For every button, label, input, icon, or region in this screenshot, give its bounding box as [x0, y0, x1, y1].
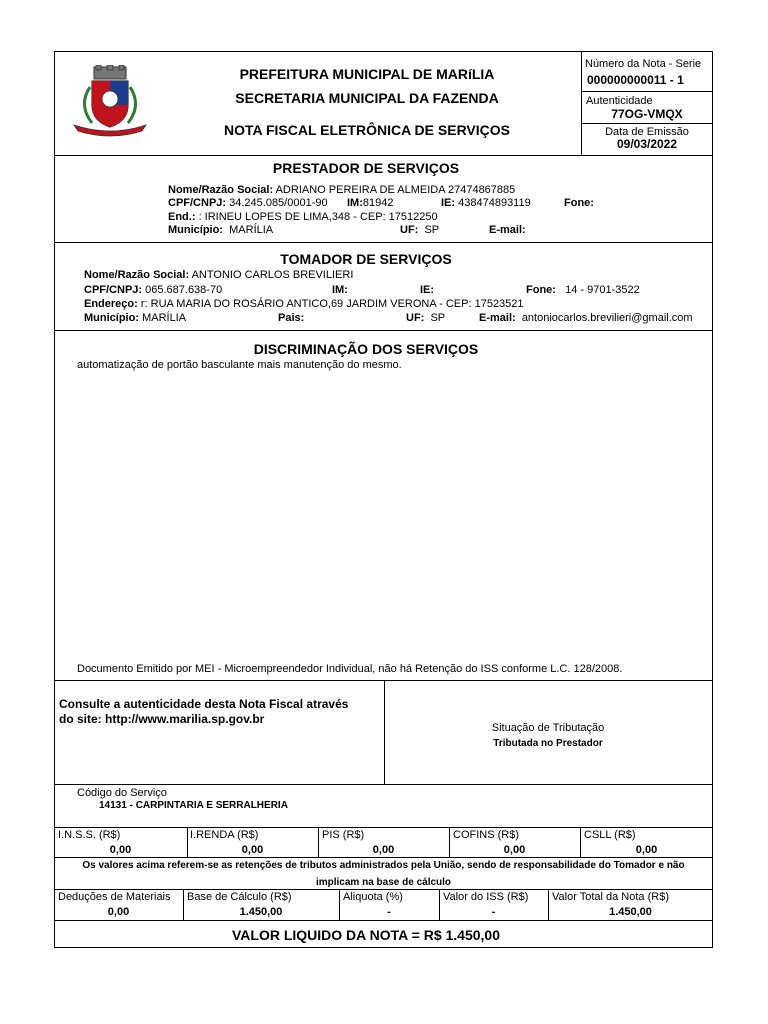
tributo-csll-label: CSLL (R$) [584, 829, 636, 841]
prestador-uf-value: SP [424, 224, 440, 236]
prestador-fone-label: Fone: [564, 197, 594, 209]
mei-note: Documento Emitido por MEI - Microempreendedor Individual, não há Retenção do ISS conforme L.C. 128/2008. [77, 663, 623, 675]
prestador-email-label: E-mail: [489, 224, 526, 236]
coat-of-arms-icon [72, 65, 148, 137]
valor-base-value: 1.450,00 [239, 906, 283, 918]
tomador-end-value: r: RUA MARIA DO ROSÁRIO ANTICO,69 JARDIM VERONA - CEP: 17523521 [140, 298, 524, 310]
tributo-cofins-label: COFINS (R$) [453, 829, 519, 841]
tributo-pis-label: PIS (R$) [322, 829, 365, 841]
consulta-line1: Consulte a autenticidade desta Nota Fiscal através [59, 697, 349, 711]
tomador-pais-label: Pais: [278, 312, 305, 324]
tomador-ie-label: IE: [420, 284, 435, 296]
tomador-email-value: antoniocarlos.brevilieri@gmail.com [521, 312, 693, 324]
tributo-inss-label: I.N.S.S. (R$) [58, 829, 121, 841]
prestador-uf-label: UF: [400, 224, 419, 236]
codigo-label: Código do Serviço [77, 787, 167, 799]
tributo-pis-value: 0,00 [372, 844, 395, 856]
situacao-label: Situação de Tributação [491, 722, 605, 734]
consulta-link[interactable]: do site: http://www.marilia.sp.gov.br [59, 712, 265, 726]
tomador-municipio-value: MARÍLIA [142, 312, 187, 324]
tomador-nome-label: Nome/Razão Social: [84, 269, 190, 281]
prestador-ie-label: IE: [441, 197, 456, 209]
situacao-value: Tributada no Prestador [493, 738, 603, 749]
tributo-irenda-value: 0,00 [241, 844, 264, 856]
prestador-ie-value: 438474893119 [458, 197, 531, 209]
valor-iss-label: Valor do ISS (R$) [443, 891, 529, 903]
prestador-municipio-value: MARÍLIA [229, 224, 274, 236]
header-title-prefeitura: PREFEITURA MUNICIPAL DE MARíLIA [239, 66, 495, 82]
discriminacao-text: automatização de portão basculante mais manutenção do mesmo. [77, 359, 402, 371]
prestador-nome-value: ADRIANO PEREIRA DE ALMEIDA 27474867885 [275, 184, 516, 196]
prestador-cpf-label: CPF/CNPJ: [168, 197, 227, 209]
tomador-municipio-label: Município: [84, 312, 139, 324]
retencoes-note-line1: Os valores acima referem-se as retenções de tributos administrados pela União, sendo de responsabilidade do Tomador e não [82, 860, 685, 871]
tomador-title: TOMADOR DE SERVIÇOS [280, 251, 452, 267]
valor-aliquota-value: - [387, 906, 391, 918]
tomador-email-label: E-mail: [479, 312, 516, 324]
tomador-nome-value: ANTONIO CARLOS BREVILIERI [191, 269, 354, 281]
emissao-value: 09/03/2022 [616, 137, 678, 151]
prestador-im-value: 81942 [362, 197, 394, 209]
valor-total-value: 1.450,00 [609, 906, 652, 918]
valor-iss-value: - [491, 906, 496, 918]
numero-nota-label: Número da Nota - Serie [585, 58, 702, 70]
valor-liquido: VALOR LIQUIDO DA NOTA = R$ 1.450,00 [231, 927, 500, 943]
tomador-fone-label: Fone: [526, 284, 556, 296]
tomador-im-label: IM: [332, 284, 348, 296]
tributo-irenda-label: I.RENDA (R$) [190, 829, 259, 841]
valor-deducoes-value: 0,00 [107, 906, 130, 918]
prestador-end-value: : IRINEU LOPES DE LIMA,348 - CEP: 17512250 [198, 211, 438, 223]
header-title-secretaria: SECRETARIA MUNICIPAL DA FAZENDA [235, 90, 499, 106]
prestador-title: PRESTADOR DE SERVIÇOS [272, 160, 460, 176]
prestador-end-label: End.: [168, 211, 196, 223]
tributo-cofins-value: 0,00 [503, 844, 526, 856]
valor-total-label: Valor Total da Nota (R$) [552, 891, 669, 903]
tomador-cpf-value: 065.687.638-70 [145, 284, 223, 296]
prestador-cpf-value: 34.245.085/0001-90 [229, 197, 328, 209]
autenticidade-value: 77OG-VMQX [611, 107, 683, 121]
autenticidade-label: Autenticidade [586, 95, 653, 107]
tomador-fone-value: 14 - 9701-3522 [565, 284, 640, 296]
emissao-label: Data de Emissão [605, 126, 689, 138]
tomador-uf-value: SP [430, 312, 446, 324]
tomador-cpf-label: CPF/CNPJ: [84, 284, 143, 296]
prestador-municipio-label: Município: [168, 224, 223, 236]
tomador-end-label: Endereço: [84, 298, 138, 310]
valor-base-label: Base de Cálculo (R$) [187, 891, 292, 903]
tomador-uf-label: UF: [406, 312, 425, 324]
tributo-inss-value: 0,00 [109, 844, 132, 856]
retencoes-note-line2: implicam na base de cálculo [315, 877, 452, 888]
codigo-value: 14131 - CARPINTARIA E SERRALHERIA [99, 800, 288, 811]
valor-deducoes-label: Deduções de Materiais [58, 891, 171, 903]
tributo-csll-value: 0,00 [635, 844, 658, 856]
prestador-im-label: IM: [347, 197, 363, 209]
numero-nota-value: 000000000011 - 1 [587, 73, 684, 87]
prestador-nome-label: Nome/Razão Social: [168, 184, 274, 196]
discriminacao-title: DISCRIMINAÇÃO DOS SERVIÇOS [253, 341, 479, 357]
valor-aliquota-label: Aliquota (%) [343, 891, 403, 903]
header-title-nota: NOTA FISCAL ELETRÔNICA DE SERVIÇOS [224, 122, 510, 138]
